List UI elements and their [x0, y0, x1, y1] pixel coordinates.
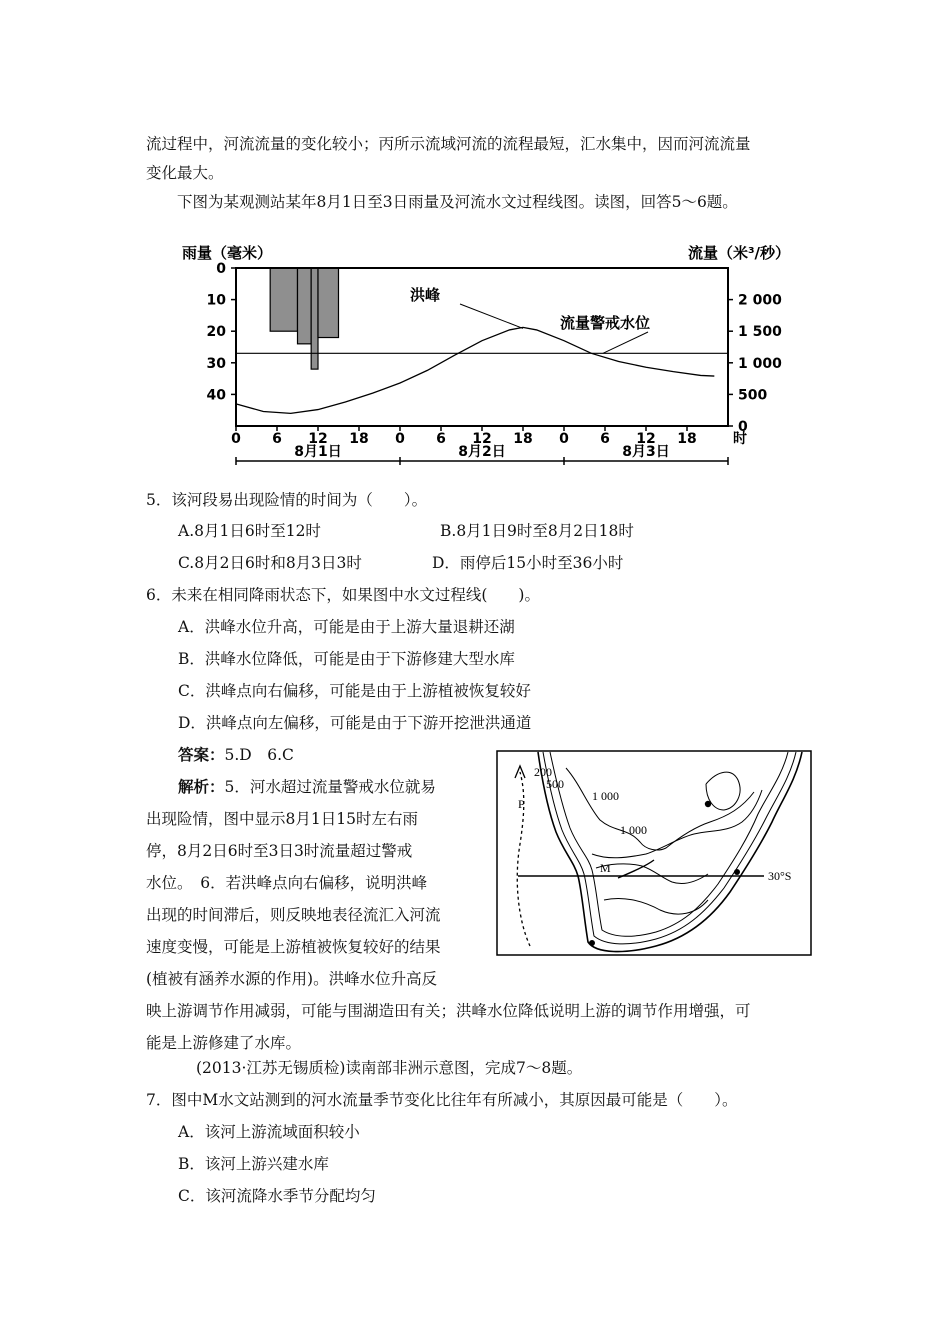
- rain-tick-label: 40: [206, 387, 226, 404]
- rain-tick-label: 10: [206, 292, 226, 309]
- current-label-p: P: [518, 797, 525, 811]
- flow-tick-label: 1 000: [738, 355, 782, 372]
- day-axis: [236, 444, 728, 465]
- rain-bars: [270, 268, 338, 369]
- flow-tick-label: 1 500: [738, 324, 782, 341]
- flow-tick-label: 2 000: [738, 292, 782, 309]
- city-dot: [589, 940, 595, 946]
- contour-label-200: 200: [534, 765, 552, 779]
- x-tick-label: 12: [636, 431, 656, 447]
- x-tick-label: 18: [513, 431, 533, 447]
- option-5c: C.8月2日6时和8月3日3时: [178, 554, 362, 572]
- analysis-text: 5．河水超过流量警戒水位就易: [224, 778, 436, 796]
- flow-tick-label: 500: [738, 387, 768, 404]
- paragraph-line: 流过程中，河流流量的变化较小；丙所示流域河流的流程最短，汇水集中，因而河流流量: [146, 135, 751, 153]
- hydrograph-chart: [178, 238, 798, 470]
- option-6c: C．洪峰点向右偏移，可能是由于上游植被恢复较好: [178, 682, 531, 700]
- peak-label: 洪峰: [410, 286, 441, 304]
- x-tick-label: 0: [559, 431, 569, 447]
- warning-label: 流量警戒水位: [560, 314, 651, 332]
- city-dot: [734, 869, 740, 875]
- question-5: 5．该河段易出现险情的时间为（ ）。: [146, 491, 428, 509]
- map-frame: [497, 751, 811, 955]
- flow-tick-label: 0: [738, 419, 748, 435]
- paragraph-line: 下图为某观测站某年8月1日至3日雨量及河流水文过程线图。读图，回答5～6题。: [177, 193, 738, 211]
- day-label: 8月2日: [458, 444, 506, 460]
- answer-label: 答案：: [178, 745, 225, 764]
- analysis-line: 出现险情，图中显示8月1日15时左右雨: [146, 810, 418, 828]
- rain-axis: [207, 261, 236, 403]
- day-label: 8月3日: [622, 444, 670, 460]
- x-tick-label: 6: [272, 431, 282, 447]
- peak-leader-line: [460, 304, 523, 328]
- rain-tick-label: 20: [206, 324, 226, 341]
- analysis-line: [178, 777, 436, 797]
- answer-text: 5.D 6.C: [224, 746, 294, 764]
- day-label: 8月1日: [294, 444, 342, 460]
- analysis-line: 能是上游修建了水库。: [146, 1034, 302, 1052]
- station-label-m: M: [600, 861, 611, 875]
- contour-label-1000: 1 000: [620, 823, 647, 837]
- option-6a: A．洪峰水位升高，可能是由于上游大量退耕还湖: [178, 618, 515, 636]
- rain-tick-label: 0: [216, 261, 226, 277]
- source-line: (2013·江苏无锡质检)读南部非洲示意图，完成7～8题。: [196, 1059, 583, 1077]
- option-6d: D．洪峰点向左偏移，可能是由于下游开挖泄洪通道: [178, 714, 532, 732]
- latitude-label: 30°S: [768, 869, 792, 883]
- analysis-line: 水位。 6．若洪峰点向右偏移，说明洪峰: [146, 874, 428, 892]
- city-dot: [705, 801, 711, 807]
- analysis-line: 停，8月2日6时至3日3时流量超过警戒: [146, 842, 413, 860]
- answer-line: [178, 745, 294, 765]
- analysis-line: 映上游调节作用减弱，可能与围湖造田有关；洪峰水位降低说明上游的调节作用增强，可: [146, 1002, 751, 1020]
- x-tick-label: 18: [677, 431, 697, 447]
- x-tick-label: 12: [472, 431, 492, 447]
- southern-africa-map: [496, 750, 812, 956]
- x-tick-label: 18: [349, 431, 369, 447]
- option-7a: A．该河上游流域面积较小: [178, 1123, 360, 1141]
- x-tick-label: 0: [231, 431, 241, 447]
- x-tick-label: 时: [733, 431, 747, 447]
- warning-leader-line: [603, 332, 648, 353]
- rain-bar: [318, 268, 339, 338]
- rain-bar: [298, 268, 312, 344]
- paragraph-line: 变化最大。: [146, 164, 224, 182]
- analysis-line: 速度变慢，可能是上游植被恢复较好的结果: [146, 938, 441, 956]
- x-tick-label: 6: [436, 431, 446, 447]
- option-7c: C．该河流降水季节分配均匀: [178, 1187, 376, 1205]
- option-7b: B．该河上游兴建水库: [178, 1155, 329, 1173]
- contour-label-1000: 1 000: [592, 789, 619, 803]
- question-6: 6．未来在相同降雨状态下，如果图中水文过程线( )。: [146, 586, 540, 604]
- flow-axis: [728, 293, 782, 435]
- rain-bar: [270, 268, 297, 331]
- rain-axis-title: 雨量（毫米）: [182, 244, 273, 262]
- option-6b: B．洪峰水位降低，可能是由于下游修建大型水库: [178, 650, 515, 668]
- question-7: 7．图中M水文站测到的河水流量季节变化比往年有所减小，其原因最可能是（ ）。: [146, 1091, 738, 1109]
- analysis-label: 解析：: [178, 777, 225, 796]
- option-5a: A.8月1日6时至12时: [178, 522, 321, 540]
- rain-tick-label: 30: [206, 355, 226, 372]
- option-5b: B.8月1日9时至8月2日18时: [440, 522, 634, 540]
- contour-label-500: 500: [546, 777, 564, 791]
- x-tick-label: 12: [308, 431, 328, 447]
- flow-axis-title: 流量（米³/秒）: [687, 244, 790, 262]
- option-5d: D．雨停后15小时至36小时: [432, 554, 624, 572]
- x-tick-label: 0: [395, 431, 405, 447]
- analysis-line: (植被有涵养水源的作用)。洪峰水位升高反: [146, 970, 438, 988]
- analysis-line: 出现的时间滞后，则反映地表径流汇入河流: [146, 906, 441, 924]
- x-tick-label: 6: [600, 431, 610, 447]
- rain-bar: [311, 268, 318, 369]
